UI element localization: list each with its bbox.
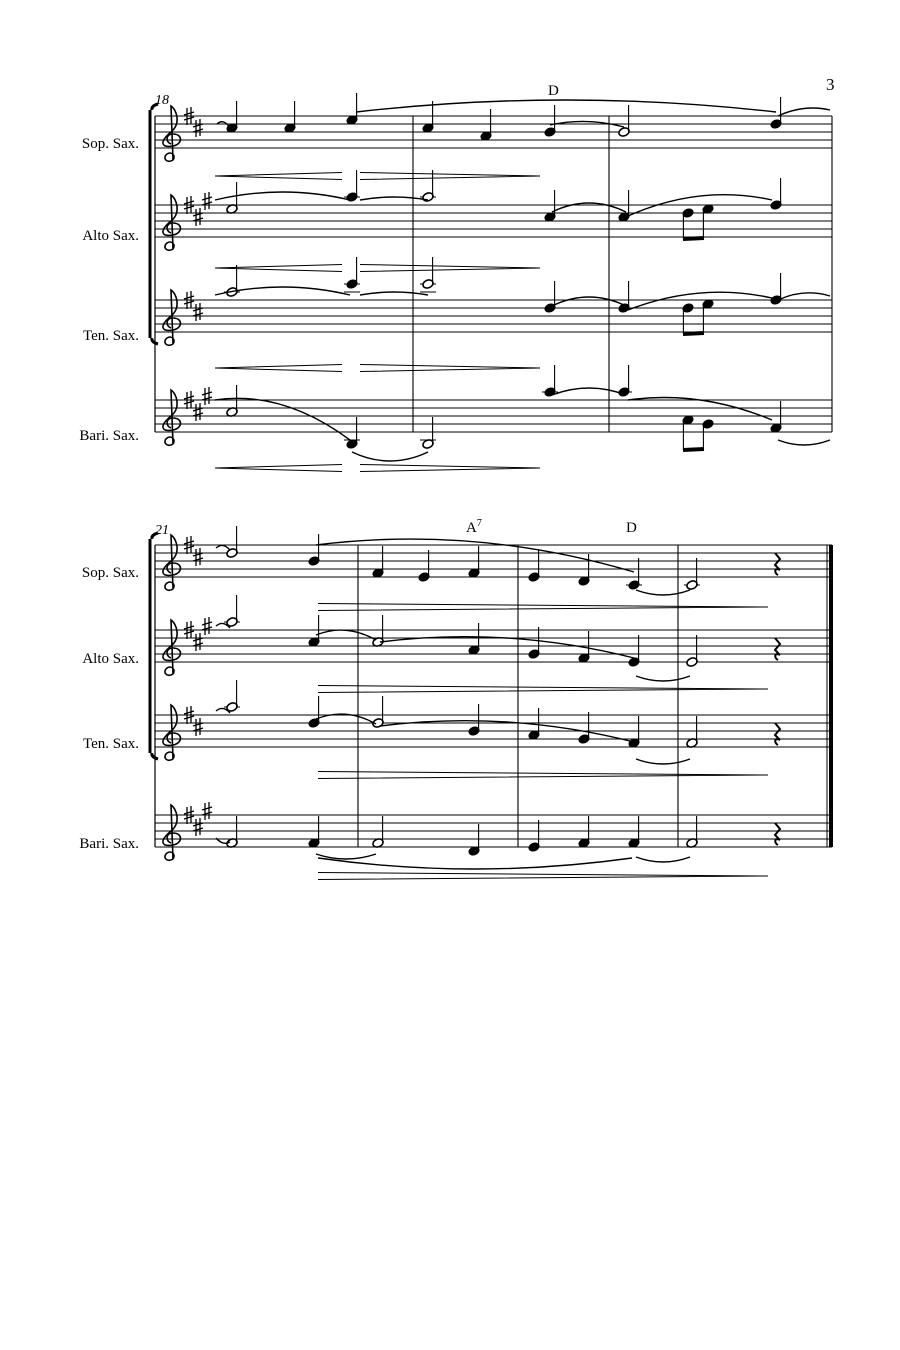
system-measures-18-20	[79, 83, 832, 472]
treble-clef	[163, 195, 181, 250]
staff-label-baritone: Bari. Sax.	[79, 836, 139, 852]
staff	[155, 290, 832, 345]
slur	[628, 292, 772, 310]
slur	[636, 759, 690, 764]
page-number: 3	[826, 75, 835, 94]
decrescendo-hairpin	[360, 173, 540, 180]
slur	[316, 854, 376, 859]
chord-symbol: $A^7$	[466, 518, 482, 536]
slur	[360, 197, 428, 200]
sharp-accidental	[193, 633, 203, 651]
staff	[155, 192, 832, 250]
crescendo-hairpin	[215, 265, 342, 272]
quarter-rest	[775, 638, 780, 660]
slur	[316, 630, 376, 640]
staff	[155, 802, 832, 860]
quarter-rest	[775, 723, 780, 745]
sharp-accidental	[193, 208, 203, 226]
slur	[360, 292, 428, 295]
sharp-accidental	[193, 718, 203, 736]
slur	[215, 192, 350, 200]
decrescendo-hairpin	[318, 873, 768, 880]
slur	[215, 398, 350, 440]
staff-label-soprano: Sop. Sax.	[81, 565, 139, 581]
slur	[552, 203, 626, 212]
sharp-accidental	[193, 548, 203, 566]
slur	[352, 452, 428, 461]
staff-label-alto: Alto Sax.	[82, 651, 139, 667]
slur	[552, 388, 626, 395]
staff-label-tenor: Ten. Sax.	[82, 736, 139, 752]
sharp-accidental	[193, 403, 203, 421]
treble-clef	[163, 620, 181, 675]
staff-label-soprano: Sop. Sax.	[81, 136, 139, 152]
slur	[316, 714, 376, 724]
decrescendo-hairpin	[318, 604, 768, 611]
slur	[216, 545, 230, 550]
crescendo-hairpin	[215, 173, 342, 180]
staff-label-tenor: Ten. Sax.	[82, 328, 139, 344]
sharp-accidental	[202, 617, 212, 635]
beam	[683, 333, 704, 334]
staff	[155, 106, 832, 161]
system-measures-21-24	[79, 518, 833, 880]
sharp-accidental	[193, 303, 203, 321]
beam	[683, 449, 704, 450]
crescendo-hairpin	[215, 465, 342, 472]
sharp-accidental	[202, 387, 212, 405]
sharp-accidental	[202, 802, 212, 820]
decrescendo-hairpin	[360, 365, 540, 372]
treble-clef	[163, 805, 181, 860]
chord-symbol: D	[548, 83, 559, 99]
slur	[628, 398, 772, 421]
slur	[380, 637, 634, 658]
chord-symbol: D	[626, 520, 637, 536]
decrescendo-hairpin	[360, 265, 540, 272]
quarter-rest	[775, 553, 780, 575]
treble-clef	[163, 106, 181, 161]
slur	[552, 297, 626, 306]
staff-label-alto: Alto Sax.	[82, 228, 139, 244]
beam	[683, 238, 704, 239]
measure-number: 18	[155, 93, 169, 108]
final-barline-thick	[829, 545, 833, 847]
staff	[155, 617, 832, 675]
slur	[636, 590, 690, 595]
treble-clef	[163, 535, 181, 590]
staff	[155, 387, 832, 445]
sharp-accidental	[193, 818, 203, 836]
decrescendo-hairpin	[318, 686, 768, 693]
sharp-accidental	[193, 119, 203, 137]
slur	[778, 108, 830, 116]
treble-clef	[163, 705, 181, 760]
sharp-accidental	[202, 192, 212, 210]
measure-number: 21	[155, 523, 169, 538]
page	[826, 75, 835, 94]
staff	[155, 705, 832, 760]
decrescendo-hairpin	[318, 772, 768, 779]
slur	[636, 857, 690, 862]
staff-label-baritone: Bari. Sax.	[79, 428, 139, 444]
slur	[778, 293, 830, 300]
quarter-rest	[775, 823, 780, 845]
slur	[316, 539, 634, 572]
slur	[318, 858, 632, 869]
slur	[778, 440, 830, 445]
treble-clef	[163, 390, 181, 445]
slur	[636, 676, 690, 681]
treble-clef	[163, 290, 181, 345]
slur	[356, 100, 776, 112]
crescendo-hairpin	[215, 365, 342, 372]
decrescendo-hairpin	[360, 465, 540, 472]
